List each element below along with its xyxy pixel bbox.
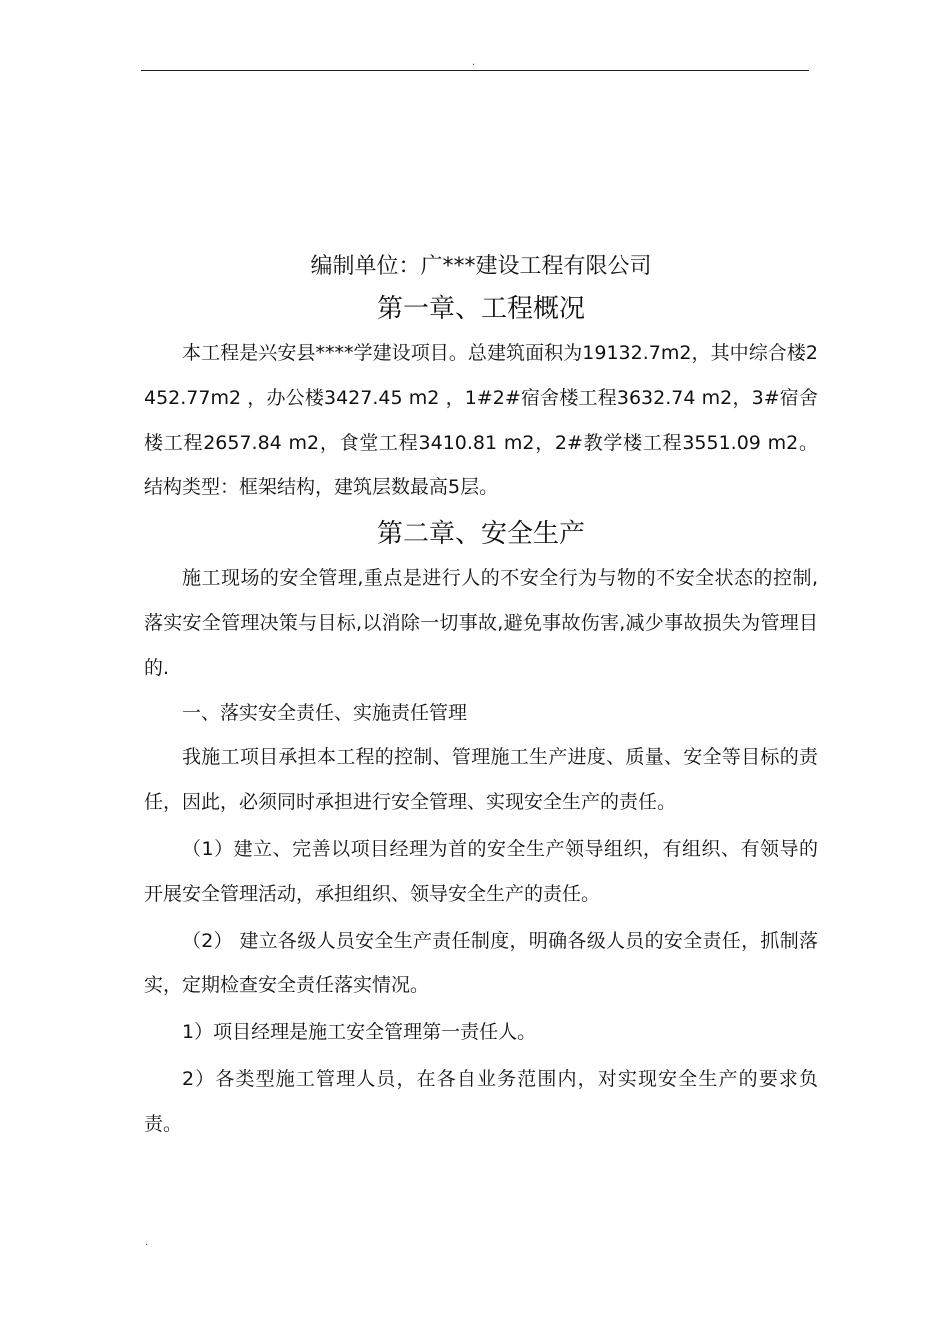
- sub-item-1: 1）项目经理是施工安全管理第一责任人。: [182, 1021, 537, 1044]
- sub-item-2: 2）各类型施工管理人员，在各自业务范围内，对实现安全生产的要求负责。: [144, 1067, 818, 1135]
- chapter2-title: 第二章、安全生产: [376, 519, 585, 550]
- chapter2-intro: 施工现场的安全管理,重点是进行人的不安全行为与物的不安全状态的控制,落实安全管理决策与目标,以消除一切事故,避免事故伤害,减少事故损失为管理目的.: [144, 567, 818, 679]
- chapter1-paragraph: 本工程是兴安县****学建设项目。总建筑面积为19132.7m2，其中综合楼2452.77m2 ，办公楼3427.45 m2 ，1#2#宿舍楼工程3632.74 m2，3#宿舍楼工程2657.84 m2，食堂工程3410.81 m2，2#教学楼工程3551.09 m2。结构类型：框架结构，建筑层数最高5层。: [144, 342, 818, 499]
- header-mark: .: [472, 57, 476, 68]
- organization-line: 编制单位：广***建设工程有限公司: [310, 254, 652, 279]
- document-body: [144, 249, 818, 1147]
- header-rule: [141, 70, 809, 71]
- item-2: （2） 建立各级人员安全生产责任制度，明确各级人员的安全责任，抓制落实，定期检查安全责任落实情况。: [144, 929, 818, 997]
- section1-body: 我施工项目承担本工程的控制、管理施工生产进度、质量、安全等目标的责任，因此，必须同时承担进行安全管理、实现安全生产的责任。: [144, 746, 818, 814]
- footer-mark: .: [145, 1237, 149, 1248]
- chapter1-title: 第一章、工程概况: [376, 294, 585, 324]
- item-1: （1）建立、完善以项目经理为首的安全生产领导组织，有组织、有领导的开展安全管理活动，承担组织、领导安全生产的责任。: [144, 837, 818, 905]
- section1-heading: 一、落实安全责任、实施责任管理: [182, 701, 468, 724]
